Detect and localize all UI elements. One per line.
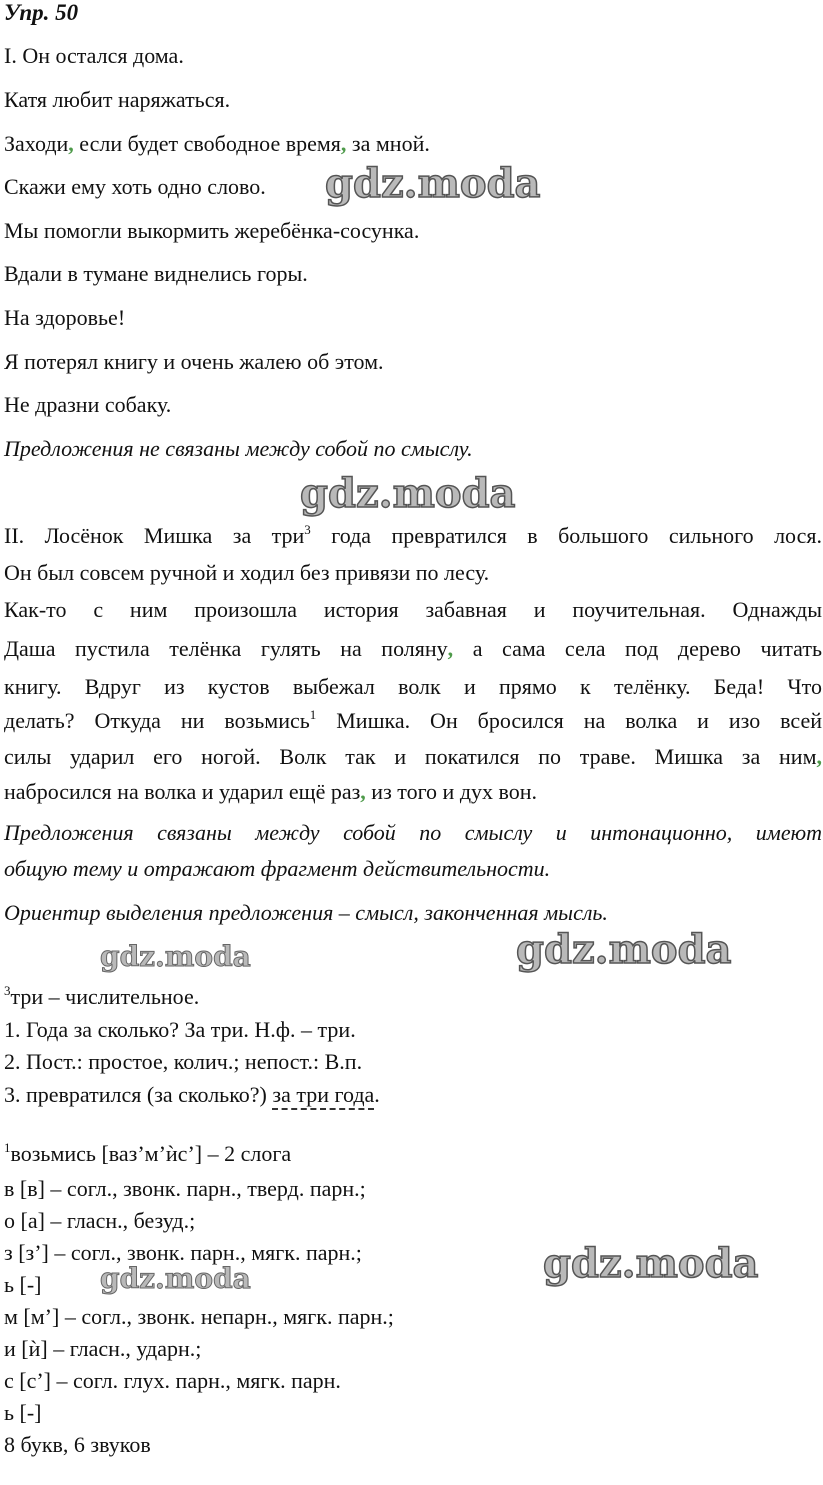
text-span: года превратился в большого сильного лося. — [310, 523, 822, 548]
sentence-4: Скажи ему хоть одно слово. — [4, 174, 266, 199]
orientation-note: Ориентир выделения предложения – смысл, законченная мысль. — [4, 900, 608, 925]
paragraph-line-3: книгу. Вдруг из кустов выбежал волк и прямо к телёнку. Беда! Что — [4, 674, 822, 699]
sentence-3 — [4, 131, 430, 157]
phonetic-item: в [в] – согл., звонк. парн., тверд. парн.; — [4, 1176, 366, 1201]
part2-line-2: Он был совсем ручной и ходил без привязи по лесу. — [4, 560, 490, 585]
text-span: Мишка. Он бросился на волка и изо всей — [316, 708, 822, 733]
green-comma: , — [447, 636, 454, 661]
phonetic-item: з [з’] – согл., звонк. парн., мягк. парн.; — [4, 1240, 362, 1265]
footnote-mark-1: 1 — [4, 1139, 11, 1155]
text-span: II. Лосёнок Мишка за три — [4, 523, 305, 548]
green-comma: , — [360, 779, 366, 804]
paragraph-line-5 — [4, 744, 822, 770]
text-span: набросился на волка и ударил ещё раз — [4, 779, 361, 804]
watermark-logo: gdz.moda — [325, 160, 541, 207]
paragraph-line-1: Как-то с ним произошла история забавная и поучительная. Однажды — [4, 597, 822, 622]
phonetic-item: с [с’] – согл. глух. парн., мягк. парн. — [4, 1368, 341, 1393]
part2-conclusion-line-1: Предложения связаны между собой по смыслу и интонационно, имеют — [4, 820, 822, 845]
watermark-logo: gdz.moda — [543, 1240, 759, 1287]
text-span: из того и дух вон. — [365, 779, 538, 804]
text-span: 3. превратился (за сколько?) — [4, 1082, 273, 1107]
part2-conclusion-line-2: общую тему и отражают фрагмент действительности. — [4, 856, 551, 881]
sentence-3-part-d: за мной. — [346, 131, 430, 156]
phonetic-item: м [м’] – согл., звонк. непарн., мягк. парн.; — [4, 1304, 394, 1329]
sentence-6: Вдали в тумане виднелись горы. — [4, 261, 308, 286]
sentence-5: Мы помогли выкормить жеребёнка-сосунка. — [4, 218, 420, 243]
sentence-3-part-a: Заходи — [4, 131, 69, 156]
part2-line-1 — [4, 523, 822, 549]
green-comma: , — [340, 131, 347, 156]
text-span: . — [374, 1082, 380, 1107]
sentence-9: Не дразни собаку. — [4, 392, 172, 417]
green-comma: , — [68, 131, 74, 156]
sentence-8: Я потерял книгу и очень жалею об этом. — [4, 349, 384, 374]
letters-sounds-count: 8 букв, 6 звуков — [4, 1432, 151, 1457]
sentence-3-part-b: если будет свободное время — [73, 131, 341, 156]
footnote-3-item-3 — [4, 1082, 380, 1108]
paragraph-line-2 — [4, 636, 822, 662]
underlined-phrase: за три года — [272, 1082, 374, 1110]
watermark-logo: gdz.moda — [100, 940, 251, 973]
sentence-7: На здоровье! — [4, 305, 126, 330]
watermark-logo: gdz.moda — [516, 926, 732, 973]
text-span: три – числительное. — [10, 984, 200, 1009]
watermark-logo: gdz.moda — [100, 1262, 251, 1295]
text-span: делать? Откуда ни возьмись — [4, 708, 310, 733]
footnote-mark-3: 3 — [4, 982, 11, 998]
paragraph-line-4 — [4, 708, 822, 734]
footnote-1-head — [4, 1141, 291, 1167]
phonetic-item: и [ѝ] – гласн., ударн.; — [4, 1336, 202, 1361]
text-span: Даша пустила телёнка гулять на поляну — [4, 636, 448, 661]
sentence-1: I. Он остался дома. — [4, 43, 184, 68]
text-span: возьмись [ваз’м’ѝс’] – 2 слога — [10, 1141, 292, 1166]
text-span: силы ударил его ногой. Волк так и покатился по траве. Мишка за ним — [4, 744, 817, 769]
phonetic-item: ь [-] — [4, 1272, 42, 1297]
footnote-3-item-1: 1. Года за сколько? За три. Н.ф. – три. — [4, 1017, 356, 1042]
footnote-3-item-2: 2. Пост.: простое, колич.; непост.: В.п. — [4, 1049, 363, 1074]
sentence-2: Катя любит наряжаться. — [4, 87, 231, 112]
part1-conclusion: Предложения не связаны между собой по смыслу. — [4, 436, 473, 461]
phonetic-item: о [а] – гласн., безуд.; — [4, 1208, 196, 1233]
exercise-title: Упр. 50 — [4, 0, 79, 25]
footnote-ref-1: 1 — [309, 706, 317, 722]
phonetic-item: ь [-] — [4, 1400, 42, 1425]
footnote-ref-3: 3 — [304, 521, 311, 537]
paragraph-line-6 — [4, 779, 537, 805]
footnote-3-head — [4, 984, 199, 1010]
text-span: а сама села под дерево читать — [453, 636, 823, 661]
watermark-logo: gdz.moda — [300, 470, 516, 517]
green-comma: , — [816, 744, 822, 769]
